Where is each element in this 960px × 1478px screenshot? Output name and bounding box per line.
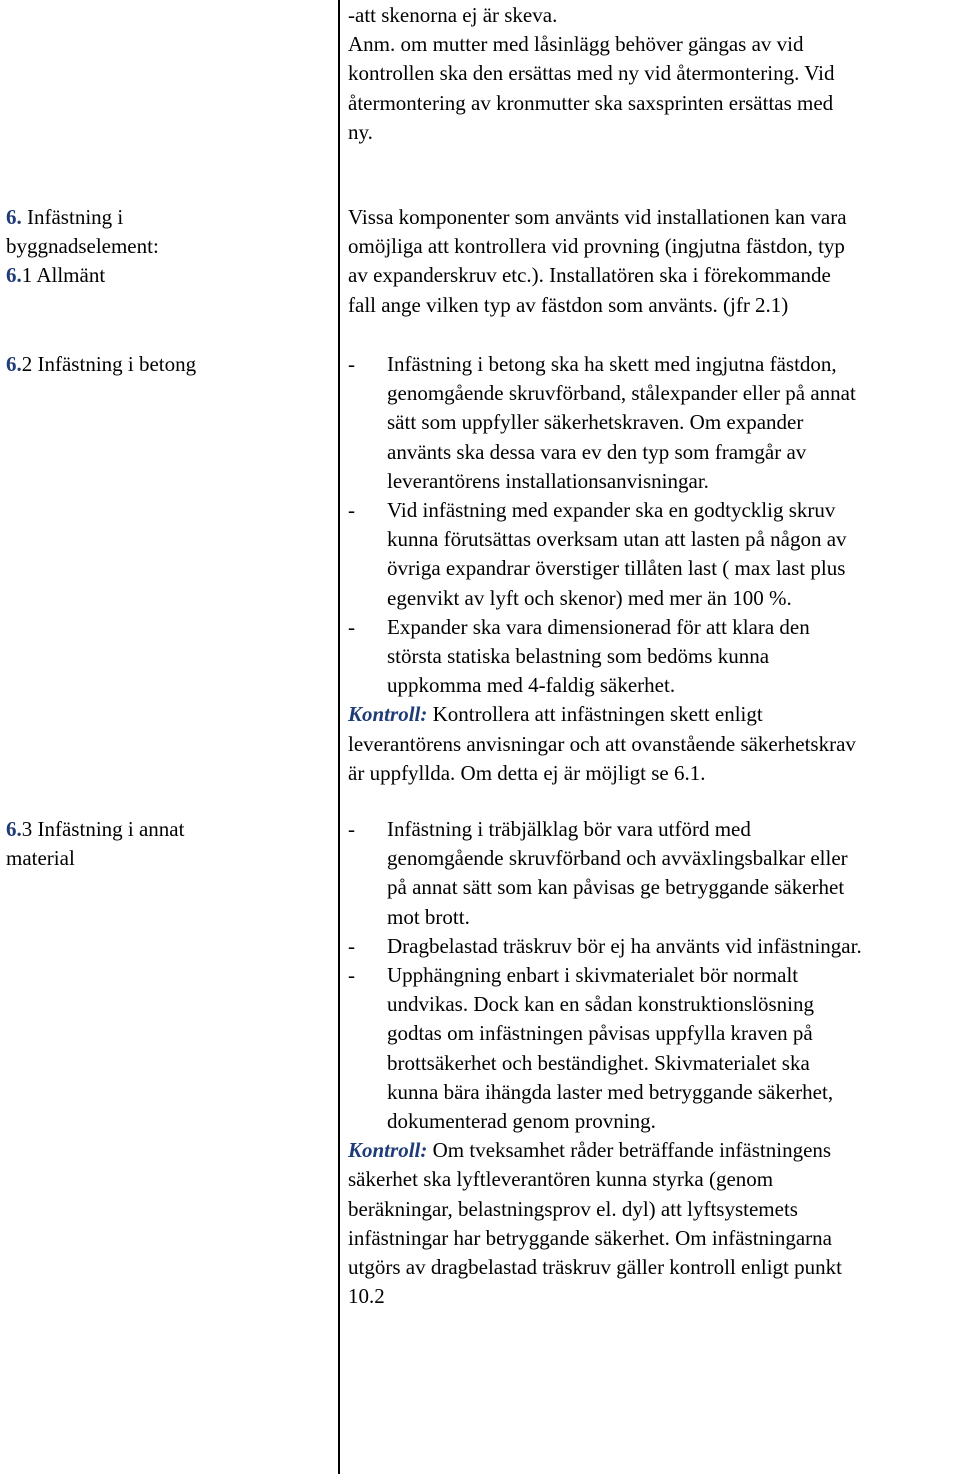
list-item-text: Infästning i betong ska ha skett med ingjutna fästdon, genomgående skruvförband, stålexpander eller på annat sätt som uppfyller säkerhetskraven. Om expander använts ska dessa vara ev den typ som framgår av leverantörens installationsanvisningar. [387,352,856,493]
control-text: Om tveksamhet råder beträffande infästningens säkerhet ska lyftleverantören kunna styrka (genom beräkningar, belastningsprov el. dyl) att lyftsystemets infästningar har betryggande säkerhet. Om infästningarna utgörs av dragbelastad träskruv gäller kontroll enligt punkt 10.2 [348,1138,842,1309]
section-6-2-body [348,350,960,788]
list-dash: - [348,614,355,639]
list-item [348,815,960,932]
list-dash: - [348,933,355,958]
control-paragraph [348,700,960,788]
section-6-1-number: 6. [6,263,22,288]
continuation-text: -att skenorna ej är skeva. Anm. om mutter med låsinlägg behöver gängas av vid kontrollen ska den ersättas med ny vid återmontering. Vid återmontering av kronmutter ska saxsprinten ersättas med ny. [348,3,835,144]
list-item-text: Infästning i träbjälklag bör vara utförd med genomgående skruvförband och avväxlingsbalkar eller på annat sätt som kan påvisas ge betryggande säkerhet mot brott. [387,817,848,929]
control-paragraph [348,1136,960,1311]
section-6-2-number: 6. [6,352,22,376]
list-dash: - [348,352,355,376]
list-dash: - [348,498,355,523]
list-item [348,350,960,496]
section-6-1-title: 1 Allmänt [21,263,106,288]
control-text: Kontrollera att infästningen skett enligt leverantörens anvisningar och att ovanstående säkerhetskrav är uppfyllda. Om detta ej är möjligt se 6.1. [348,702,856,785]
section-6-3-body [348,815,960,1311]
list-item [348,496,960,613]
section-6-3-title: 3 Infästning i annat material [6,817,185,871]
column-divider [338,0,340,1474]
control-label: Kontroll: [348,1138,428,1163]
list-item [348,961,960,1136]
section-6-heading [6,203,306,291]
list-item-text: Expander ska vara dimensionerad för att klara den största statiska belastning som bedöms kunna uppkomma med 4-faldig säkerhet. [387,614,810,698]
list-item [348,932,960,961]
list-dash: - [348,817,355,841]
list-item [348,613,960,701]
list-item-text: Dragbelastad träskruv bör ej ha använts vid infästningar. [387,933,862,958]
section-6-2-title: 2 Infästning i betong [21,352,197,376]
section-6-title: Infästning i byggnadselement: [6,205,159,259]
section-6-3-heading [6,815,306,873]
section-6-1-body: Vissa komponenter som använts vid installationen kan vara omöjliga att kontrollera vid provning (ingjutna fästdon, typ av expanderskruv etc.). Installatören ska i förekommande fall ange vilken typ av fästdon som använts. (jfr 2.1) [348,205,847,317]
list-item-text: Vid infästning med expander ska en godtycklig skruv kunna förutsättas overksam utan att lasten på någon av övriga expandrar överstiger tillåten last ( max last plus egenvikt av lyft och skenor) med mer än 100 %. [387,498,847,610]
section-6-2-heading [6,350,306,379]
section-6-3-number: 6. [6,817,22,841]
list-item-text: Upphängning enbart i skivmaterialet bör normalt undvikas. Dock kan en sådan konstruktionslösning godtas om infästningen påvisas uppfylla kraven på brottsäkerhet och beständighet. Skivmaterialet ska kunna bära ihängda laster med betryggande säkerhet, dokumenterad genom provning. [387,963,834,1134]
control-label: Kontroll: [348,702,428,727]
list-dash: - [348,963,355,988]
section-6-number: 6. [6,205,22,229]
